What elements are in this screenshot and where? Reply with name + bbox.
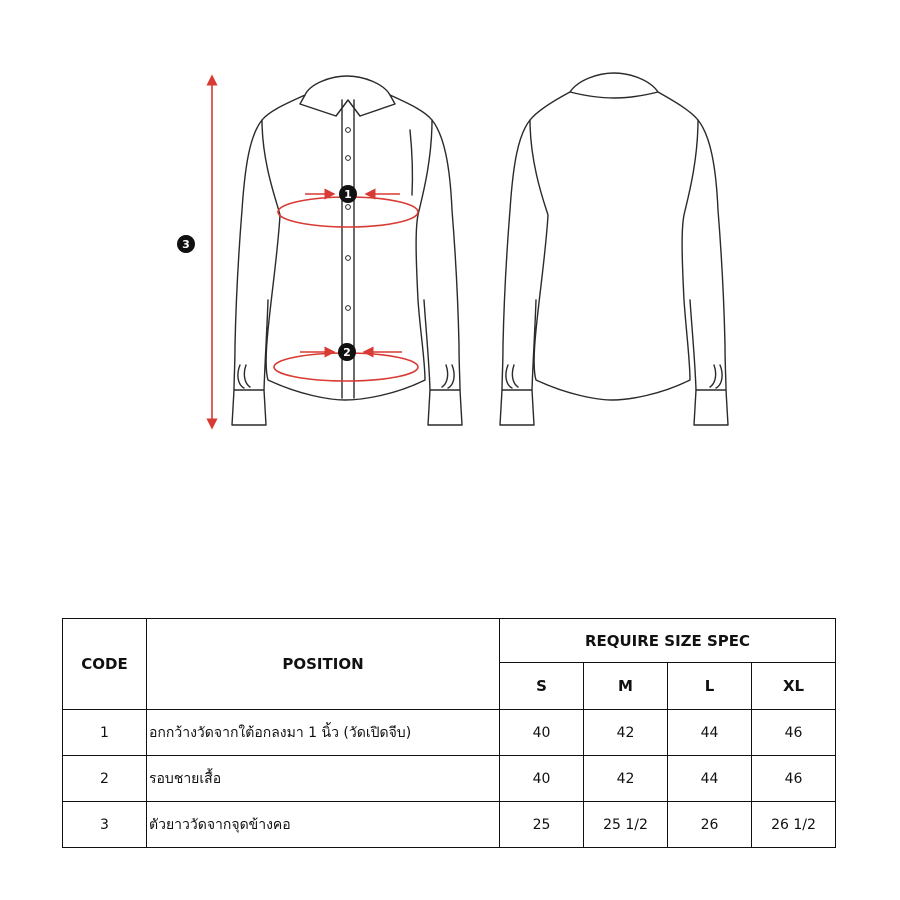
table-row: [63, 802, 836, 848]
front-dart: [410, 130, 412, 195]
back-shirt: [500, 73, 728, 425]
svg-text:2: 2: [343, 346, 351, 359]
row-code: 1: [63, 710, 147, 756]
table-row: [63, 756, 836, 802]
row-value-l: 44: [668, 710, 752, 756]
row-value-l: 44: [668, 756, 752, 802]
front-left-cuff: [232, 390, 266, 425]
measure-lines: [212, 80, 418, 424]
row-value-m: 25 1/2: [584, 802, 668, 848]
size-spec-table: [62, 618, 836, 848]
header-size-s: S: [500, 663, 584, 710]
back-left-cuff: [500, 390, 534, 425]
front-left-placket: [238, 365, 250, 388]
row-value-s: 25: [500, 802, 584, 848]
row-value-xl: 26 1/2: [752, 802, 836, 848]
row-value-m: 42: [584, 710, 668, 756]
row-code: 3: [63, 802, 147, 848]
row-value-xl: 46: [752, 710, 836, 756]
header-size-m: M: [584, 663, 668, 710]
row-code: 2: [63, 756, 147, 802]
row-value-l: 26: [668, 802, 752, 848]
row-value-s: 40: [500, 710, 584, 756]
row-position: อกกว้างวัดจากใต้อกลงมา 1 นิ้ว (วัดเปิดจีบ): [147, 710, 500, 756]
back-right-cuff: [694, 390, 728, 425]
row-position: รอบชายเสื้อ: [147, 756, 500, 802]
row-value-xl: 46: [752, 756, 836, 802]
front-left-sleeve: [234, 120, 268, 390]
front-collar: [300, 76, 395, 116]
front-right-placket: [442, 365, 454, 388]
marker-3: [177, 235, 195, 253]
back-left-sleeve: [502, 120, 536, 390]
row-position: ตัวยาววัดจากจุดข้างคอ: [147, 802, 500, 848]
svg-text:3: 3: [182, 238, 190, 251]
header-size-l: L: [668, 663, 752, 710]
front-buttons: [346, 128, 351, 311]
header-code: CODE: [63, 619, 147, 710]
marker-2: [338, 343, 356, 361]
table-row: [63, 710, 836, 756]
header-position: POSITION: [147, 619, 500, 710]
marker-1: [339, 185, 357, 203]
row-value-m: 42: [584, 756, 668, 802]
header-require-size-spec: REQUIRE SIZE SPEC: [500, 619, 836, 663]
front-right-cuff: [428, 390, 462, 425]
back-body-outline: [530, 92, 698, 400]
svg-text:1: 1: [344, 188, 352, 201]
row-value-s: 40: [500, 756, 584, 802]
back-collar: [570, 73, 658, 98]
header-size-xl: XL: [752, 663, 836, 710]
